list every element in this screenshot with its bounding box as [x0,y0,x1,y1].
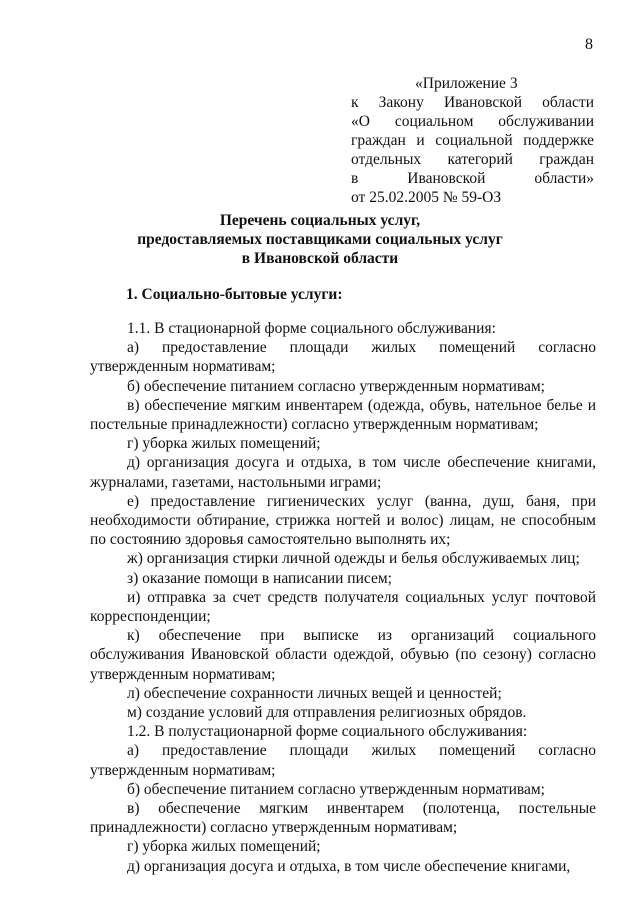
paragraph: г) уборка жилых помещений; [127,435,321,453]
title-line: в Ивановской области [241,250,399,267]
paragraph: а) предоставление площади жилых помещений согласно утвержденным нормативам; [90,339,596,376]
paragraph: в) обеспечение мягким инвентарем (полотенца, постельные принадлежности) согласно утвержденным нормативам; [90,800,596,837]
paragraph: б) обеспечение питанием согласно утвержденным нормативам; [127,377,545,395]
section-heading: 1. Социально-бытовые услуги: [126,286,343,303]
body-text [90,319,596,876]
paragraph: 1.1. В стационарной форме социального обслуживания: [127,320,496,337]
paragraph: 1.2. В полустационарной форме социального обслуживания: [127,723,528,741]
paragraph: д) организация досуга и отдыха, в том числе обеспечение книгами, [127,857,571,875]
appendix-line: от 25.02.2005 № 59-ОЗ [351,189,502,206]
document-title [90,211,550,268]
paragraph: л) обеспечение сохранности личных вещей и ценностей; [127,684,502,702]
appendix-line: к Закону Ивановской области [351,94,594,111]
appendix-line: «О социальном обслуживании [351,113,594,130]
appendix-line: отдельных категорий граждан [351,151,594,168]
paragraph: д) организация досуга и отдыха, в том числе обеспечение книгами, журналами, газетами, настольными играми; [90,454,596,491]
paragraph: к) обеспечение при выписке из организаций социального обслуживания Ивановской области одеждой, обувью (по сезону) согласно утвержденным нормативам; [90,627,596,683]
title-line: предоставляемых поставщиками социальных услуг [137,231,503,248]
paragraph: г) уборка жилых помещений; [127,838,321,856]
appendix-reference [351,74,594,207]
page-number: 8 [585,36,593,53]
appendix-line: «Приложение 3 [415,75,518,92]
title-line: Перечень социальных услуг, [219,212,421,229]
paragraph: и) отправка за счет средств получателя социальных услуг почтовой корреспонденции; [90,588,596,626]
paragraph: е) предоставление гигиенических услуг (ванна, душ, баня, при необходимости обтирание, стрижка ногтей и волос) лицам, не способным по состоянию здоровья самостоятельно выполнять их; [90,492,596,549]
paragraph: б) обеспечение питанием согласно утвержденным нормативам; [127,780,545,798]
paragraph: м) создание условий для отправления религиозных обрядов. [127,704,527,722]
paragraph: ж) организация стирки личной одежды и белья обслуживаемых лиц; [127,550,580,568]
appendix-line: граждан и социальной поддержке [351,132,594,149]
paragraph: з) оказание помощи в написании писем; [127,569,392,587]
paragraph: а) предоставление площади жилых помещений согласно утвержденным нормативам; [90,742,596,779]
paragraph: в) обеспечение мягким инвентарем (одежда, обувь, нательное белье и постельные принадлежности) согласно утвержденным нормативам; [90,396,596,434]
appendix-line: в Ивановской области» [351,170,594,187]
